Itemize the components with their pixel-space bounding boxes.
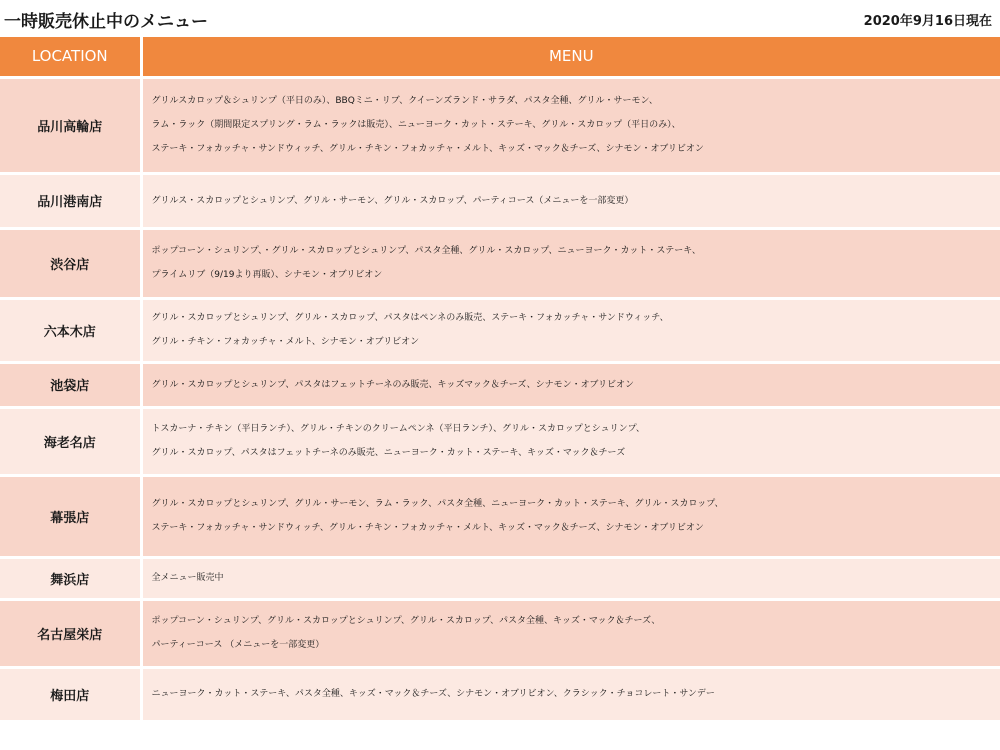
menu-line: プライムリブ（9/19より再販）、シナモン・オブリビオン [151,270,383,280]
table-row [0,667,1000,720]
table-header-row [0,37,1000,77]
page-header [0,0,1000,36]
menu-cell [141,173,1000,228]
menu-cell [141,407,1000,475]
menu-line: 全メニュー販売中 [151,573,224,583]
as-of-date: 2020年9月16日現在 [863,14,992,29]
menu-cell [141,362,1000,407]
table-row [0,228,1000,298]
suspended-menu-table [0,37,1000,720]
column-header-location: LOCATION [0,37,141,77]
menu-cell [141,475,1000,557]
menu-line: パーティーコース （メニューを一部変更） [151,640,325,650]
menu-line: グリルスカロップ＆シュリンプ（平日のみ）、BBQミニ・リブ、クイーンズランド・サラダ、パスタ全種、グリル・サーモン、 [151,96,658,106]
menu-line: ポップコーン・シュリンプ、グリル・スカロップとシュリンプ、グリル・スカロップ、パスタ全種、キッズ・マック＆チーズ、 [151,616,661,626]
menu-line: ポップコーン・シュリンプ、・グリル・スカロップとシュリンプ、パスタ全種、グリル・スカロップ、ニューヨーク・カット・ステーキ、 [151,246,701,256]
location-cell: 渋谷店 [0,228,141,298]
menu-line: ラム・ラック（期間限定スプリング・ラム・ラックは販売）、ニューヨーク・カット・ステーキ、グリル・スカロップ（平日のみ）、 [151,120,681,130]
menu-cell [141,667,1000,720]
table-row [0,173,1000,228]
menu-cell [141,298,1000,362]
menu-cell [141,77,1000,173]
location-cell: 海老名店 [0,407,141,475]
location-cell: 舞浜店 [0,557,141,599]
table-row [0,599,1000,667]
column-header-menu: MENU [141,37,1000,77]
menu-line: グリルス・スカロップとシュリンプ、グリル・サーモン、グリル・スカロップ、パーティコース（メニューを一部変更） [151,195,634,206]
location-cell: 幕張店 [0,475,141,557]
menu-line: グリル・スカロップとシュリンプ、グリル・サーモン、ラム・ラック、パスタ全種、ニューヨーク・カット・ステーキ、グリル・スカロップ、 [151,499,724,509]
table-body [0,77,1000,720]
location-cell: 池袋店 [0,362,141,407]
menu-line: ステーキ・フォカッチャ・サンドウィッチ、グリル・チキン・フォカッチャ・メルト、キッズ・マック＆チーズ、シナモン・オブリビオン [151,523,704,533]
menu-line: トスカーナ・チキン（平日ランチ）、グリル・チキンのクリームペンネ（平日ランチ）、グリル・スカロップとシュリンプ、 [151,424,645,434]
table-row [0,362,1000,407]
location-cell: 品川高輪店 [0,77,141,173]
menu-line: ニューヨーク・カット・ステーキ、パスタ全種、キッズ・マック＆チーズ、シナモン・オブリビオン、クラシック・チョコレート・サンデー [151,689,715,700]
menu-line: グリル・チキン・フォカッチャ・メルト、シナモン・オブリビオン [151,337,420,347]
menu-line: グリル・スカロップ、パスタはフェットチーネのみ販売、ニューヨーク・カット・ステーキ、キッズ・マック＆チーズ [151,448,626,458]
menu-cell [141,228,1000,298]
location-cell: 六本木店 [0,298,141,362]
menu-cell [141,599,1000,667]
menu-line: グリル・スカロップとシュリンプ、パスタはフェットチーネのみ販売、キッズマック＆チーズ、シナモン・オブリビオン [151,379,634,390]
menu-cell [141,557,1000,599]
location-cell: 名古屋栄店 [0,599,141,667]
table-row [0,557,1000,599]
location-cell: 梅田店 [0,667,141,720]
table-row [0,407,1000,475]
table-row [0,298,1000,362]
location-cell: 品川港南店 [0,173,141,228]
menu-line: ステーキ・フォカッチャ・サンドウィッチ、グリル・チキン・フォカッチャ・メルト、キッズ・マック＆チーズ、シナモン・オブリビオン [151,144,704,154]
page-title: 一時販売休止中のメニュー [4,12,208,32]
menu-line: グリル・スカロップとシュリンプ、グリル・スカロップ、パスタはペンネのみ販売、ステーキ・フォカッチャ・サンドウィッチ、 [151,313,669,323]
table-row [0,77,1000,173]
table-row [0,475,1000,557]
